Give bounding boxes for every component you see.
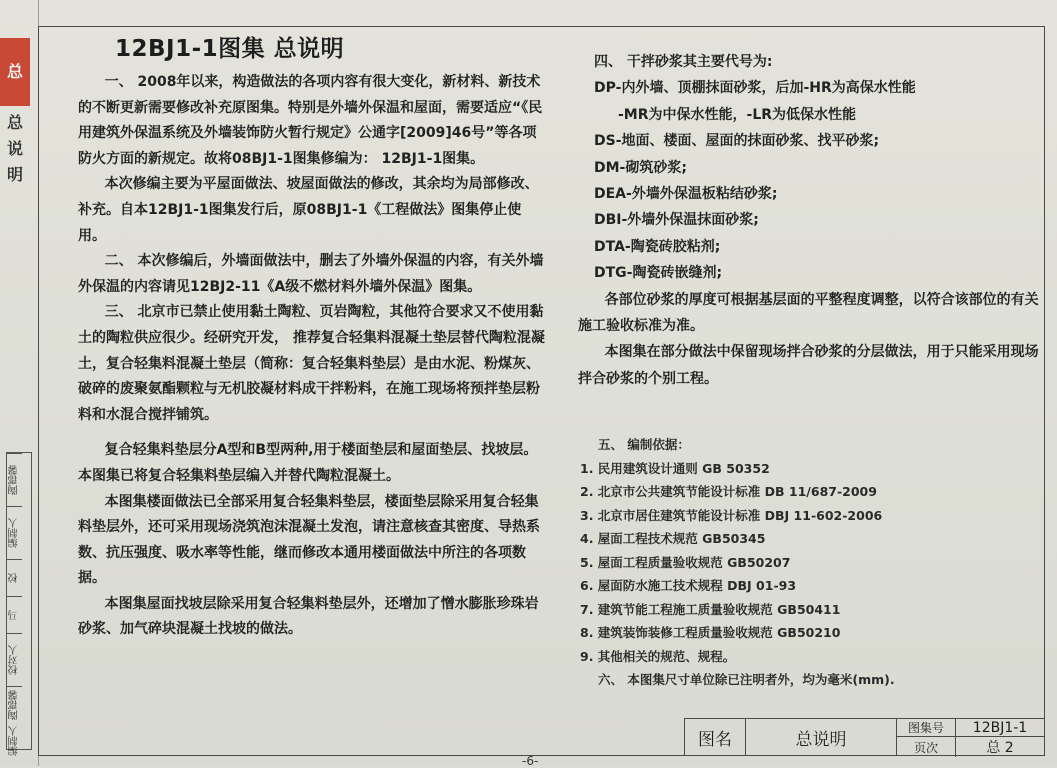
atlas-row (897, 719, 1044, 737)
atlas-label: 图集号 (897, 719, 956, 736)
list-item: 4. 屋面工程技术规范 GB50345 (580, 531, 766, 546)
sign-cell: 校对人 (7, 633, 22, 686)
list-item: 2. 北京市公共建筑节能设计标准 DB 11/687-2009 (580, 484, 877, 499)
section-tab[interactable]: 总 (0, 38, 30, 106)
sign-cell: 陶郡馨 (7, 453, 22, 506)
page-row (897, 737, 1044, 757)
list-item: 9. 其他相关的规范、规程。 (580, 648, 736, 664)
section-heading: 四、 干拌砂浆其主要代号为: (594, 54, 773, 70)
code-line: DTA-陶瓷砖胶粘剂; (594, 238, 721, 255)
reference-list (580, 433, 1040, 692)
section-heading: 五、 编制依据： (598, 437, 690, 452)
vertical-char: 总 (6, 113, 23, 132)
list-item: 5. 屋面工程质量验收规范 GB50207 (580, 554, 791, 570)
paragraph: 一、 2008年以来，构造做法的各项内容有很大变化，新材料、新技术的不断更新需要修改补充原图集。特别是外墙外保温和屋面，需要适应“《民用建筑外保温系统及外墙装饰防火暂行规定》公通字[2009]46号”等各项防火方面的新规定。故将08BJ1-1图集修编为： 12BJ1-1图集。 (78, 74, 543, 167)
paragraph: 本图集在部分做法中保留现场拌合砂浆的分层做法，用于只能采用现场拌合砂浆的个别工程。 (578, 344, 1039, 387)
sign-cell: 编制人 (9, 726, 20, 756)
list-item: 7. 建筑节能工程施工质量验收规范 GB50411 (580, 601, 841, 617)
drawing-name: 总说明 (746, 719, 897, 755)
page-number: -6- (522, 754, 539, 768)
section-vertical-label (0, 110, 30, 188)
paragraph: 复合轻集料垫层分A型和B型两种,用于楼面垫层和屋面垫层、找坡层。本图集已将复合轻集料垫层编入并替代陶粒混凝土。 (78, 442, 538, 484)
signature-column (6, 452, 32, 756)
sign-cell: 编制人 (7, 506, 22, 559)
sign-cell: 陶郡馨 (7, 686, 22, 723)
paragraph: 三、 北京市已禁止使用黏土陶粒、页岩陶粒，其他符合要求又不使用黏土的陶粒供应很少。经研究开发， 推荐复合轻集料混凝土垫层替代陶粒混凝土，复合轻集料混凝土垫层（简称：复合轻集料垫层）是由水泥、粉煤灰、破碎的废聚氨酯颗粒与无机胶凝材料成干拌粉料，在施工现场将预拌垫层粉料和水混合搅拌铺筑。 (78, 304, 545, 423)
section-heading: 六、 本图集尺寸单位除已注明者外，均为毫米(mm). (598, 672, 895, 687)
right-column (578, 49, 1043, 392)
title-block-meta (897, 719, 1044, 755)
code-line: DP-内外墙、顶棚抹面砂浆，后加-HR为高保水性能 (594, 80, 916, 97)
paragraph: 本图集屋面找坡层除采用复合轻集料垫层外，还增加了憎水膨胀珍珠岩砂浆、加气碎块混凝土找坡的做法。 (78, 595, 539, 638)
code-line: DS-地面、楼面、屋面的抹面砂浆、找平砂浆; (594, 133, 880, 150)
code-line: DBI-外墙外保温抹面砂浆; (594, 212, 759, 229)
sign-cell: 马 (7, 596, 22, 633)
paragraph: 二、 本次修编后，外墙面做法中，删去了外墙外保温的内容，有关外墙外保温的内容请见12BJ2-11《A级不燃材料外墙外保温》图集。 (78, 253, 544, 295)
list-item: 1. 民用建筑设计通则 GB 50352 (580, 460, 770, 476)
code-line: DM-砌筑砂浆; (594, 159, 687, 176)
drawing-name-label: 图名 (685, 719, 746, 755)
vertical-char: 明 (6, 165, 23, 184)
page-number-cell: 总 2 (986, 740, 1014, 756)
left-column (78, 70, 548, 643)
title-block (684, 718, 1044, 755)
list-item: 3. 北京市居住建筑节能设计标准 DBJ 11-602-2006 (580, 507, 883, 523)
code-line: DEA-外墙外保温板粘结砂浆; (594, 186, 778, 203)
list-item: 6. 屋面防水施工技术规程 DBJ 01-93 (580, 578, 797, 593)
vertical-char: 说 (6, 139, 23, 158)
atlas-number: 12BJ1-1 (972, 719, 1028, 736)
page-label: 页次 (897, 737, 956, 757)
list-item: 8. 建筑装饰装修工程质量验收规范 GB50210 (580, 625, 841, 640)
code-line: -MR为中保水性能，-LR为低保水性能 (618, 106, 857, 123)
paragraph: 各部位砂浆的厚度可根据基层面的平整程度调整，以符合该部位的有关施工验收标准为准。 (578, 291, 1039, 335)
paragraph: 本图集楼面做法已全部采用复合轻集料垫层，楼面垫层除采用复合轻集料垫层外，还可采用现场浇筑泡沫混凝土发泡，请注意核查其密度、导热系数、抗压强度、吸水率等性能，继而修改本通用楼面做法中所注的各项数据。 (78, 493, 540, 587)
page-title: 12BJ1-1图集 总说明 (115, 36, 345, 62)
code-line: DTG-陶瓷砖嵌缝剂; (594, 265, 723, 282)
paragraph: 本次修编主要为平屋面做法、坡屋面做法的修改，其余均为局部修改、补充。自本12BJ1-1图集发行后，原08BJ1-1《工程做法》图集停止使用。 (78, 176, 539, 244)
sign-cell: 校 (7, 559, 22, 596)
